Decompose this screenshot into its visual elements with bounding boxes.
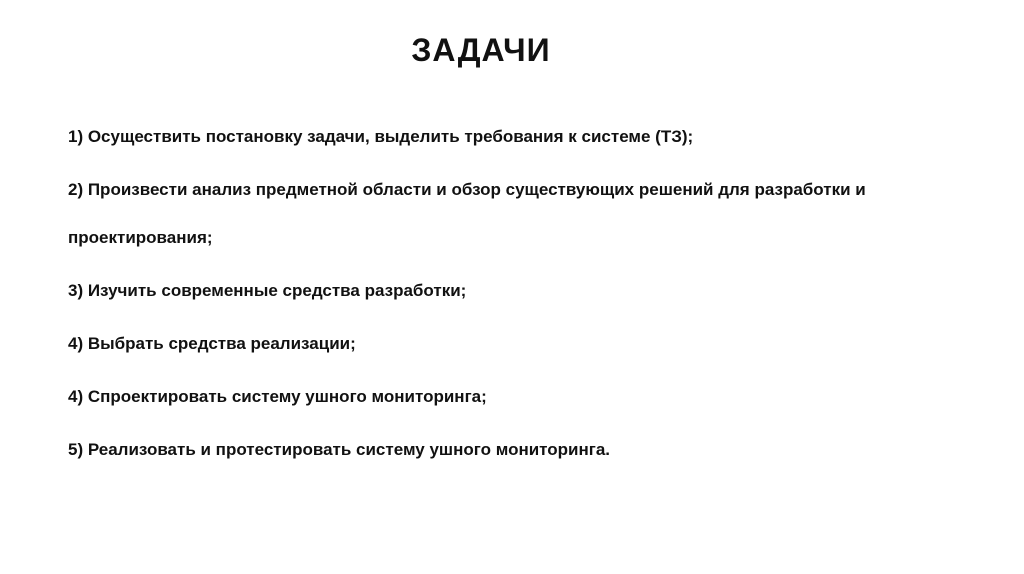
task-item-5: 4) Спроектировать систему ушного мониторинга;	[68, 387, 487, 406]
task-item-4: 4) Выбрать средства реализации;	[68, 334, 356, 353]
task-item-6: 5) Реализовать и протестировать систему ушного мониторинга.	[68, 440, 611, 459]
slide-title: ЗАДАЧИ	[411, 32, 551, 68]
task-item-2: 2) Произвести анализ предметной области и обзор существующих решений для разработки и проектирования;	[68, 180, 866, 247]
task-item-1: 1) Осуществить постановку задачи, выделить требования к системе (ТЗ);	[68, 127, 694, 146]
task-list	[68, 124, 968, 490]
task-item-3: 3) Изучить современные средства разработки;	[68, 281, 467, 300]
